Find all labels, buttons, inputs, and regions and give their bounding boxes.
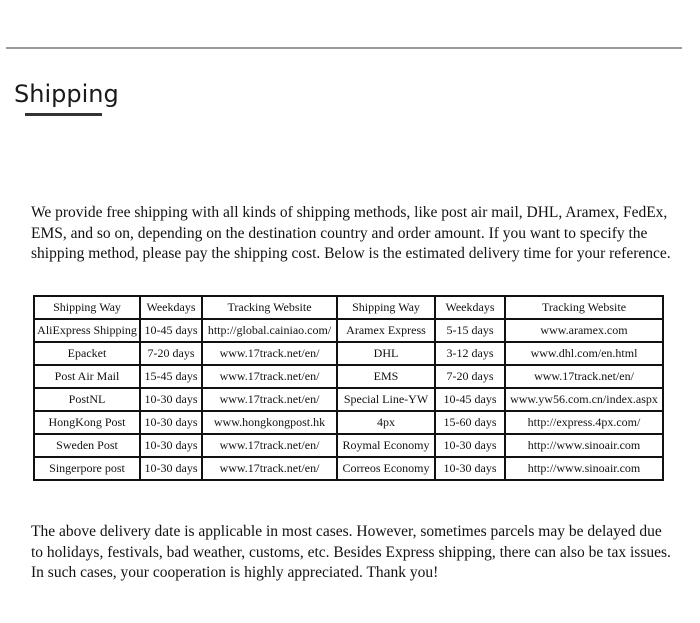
table-cell: 10-30 days — [140, 411, 202, 434]
table-cell: 15-45 days — [140, 365, 202, 388]
table-cell: HongKong Post — [34, 411, 140, 434]
table-cell: 15-60 days — [435, 411, 505, 434]
table-cell: Post Air Mail — [34, 365, 140, 388]
table-cell: Singerpore post — [34, 457, 140, 480]
table-cell: DHL — [337, 342, 435, 365]
table-cell: www.yw56.com.cn/index.aspx — [505, 388, 663, 411]
table-cell: www.17track.net/en/ — [202, 342, 337, 365]
table-cell: http://global.cainiao.com/ — [202, 319, 337, 342]
table-header-cell: Shipping Way — [34, 296, 140, 319]
outro-paragraph: The above delivery date is applicable in most cases. However, sometimes parcels may be delayed due to holidays, festivals, bad weather, customs, etc. Besides Express shipping, there can also be tax issues. In such cases, your cooperation is highly appreciated. Thank you! — [31, 523, 671, 581]
top-divider — [6, 47, 682, 49]
table-cell: www.17track.net/en/ — [202, 457, 337, 480]
table-cell: 10-30 days — [140, 388, 202, 411]
table-row — [34, 457, 663, 480]
table-cell: www.17track.net/en/ — [202, 434, 337, 457]
table-cell: www.17track.net/en/ — [505, 365, 663, 388]
table-cell: 7-20 days — [435, 365, 505, 388]
table-cell: Aramex Express — [337, 319, 435, 342]
table-row — [34, 342, 663, 365]
table-header-cell: Weekdays — [140, 296, 202, 319]
table-row — [34, 319, 663, 342]
table-cell: www.hongkongpost.hk — [202, 411, 337, 434]
table-row — [34, 434, 663, 457]
table-cell: 3-12 days — [435, 342, 505, 365]
table-cell: 10-45 days — [435, 388, 505, 411]
table-cell: Epacket — [34, 342, 140, 365]
table-cell: http://express.4px.com/ — [505, 411, 663, 434]
table-cell: www.dhl.com/en.html — [505, 342, 663, 365]
table-cell: AliExpress Shipping — [34, 319, 140, 342]
table-cell: 10-30 days — [435, 434, 505, 457]
table-cell: Correos Economy — [337, 457, 435, 480]
table-cell: 5-15 days — [435, 319, 505, 342]
table-cell: 10-30 days — [140, 457, 202, 480]
table-cell: www.aramex.com — [505, 319, 663, 342]
table-header-row — [34, 296, 663, 319]
table-cell: 7-20 days — [140, 342, 202, 365]
table-cell: http://www.sinoair.com — [505, 457, 663, 480]
table-row — [34, 388, 663, 411]
title-underline — [25, 113, 102, 116]
intro-paragraph: We provide free shipping with all kinds of shipping methods, like post air mail, DHL, Aramex, FedEx, EMS, and so on, depending on the destination country and order amount. If you want to specify the shipping method, please pay the shipping cost. Below is the estimated delivery time for your reference. — [31, 204, 671, 262]
table-cell: 10-30 days — [435, 457, 505, 480]
table-cell: www.17track.net/en/ — [202, 365, 337, 388]
table-cell: http://www.sinoair.com — [505, 434, 663, 457]
table-cell: Special Line-YW — [337, 388, 435, 411]
shipping-table — [33, 295, 664, 481]
table-cell: Roymal Economy — [337, 434, 435, 457]
table-header-cell: Tracking Website — [505, 296, 663, 319]
page-title: Shipping — [14, 80, 119, 108]
table-cell: 4px — [337, 411, 435, 434]
table-cell: EMS — [337, 365, 435, 388]
table-header-cell: Tracking Website — [202, 296, 337, 319]
table-cell: 10-30 days — [140, 434, 202, 457]
table-cell: PostNL — [34, 388, 140, 411]
table-cell: Sweden Post — [34, 434, 140, 457]
table-row — [34, 411, 663, 434]
table-header-cell: Weekdays — [435, 296, 505, 319]
table-row — [34, 365, 663, 388]
table-header-cell: Shipping Way — [337, 296, 435, 319]
table-cell: 10-45 days — [140, 319, 202, 342]
table-cell: www.17track.net/en/ — [202, 388, 337, 411]
